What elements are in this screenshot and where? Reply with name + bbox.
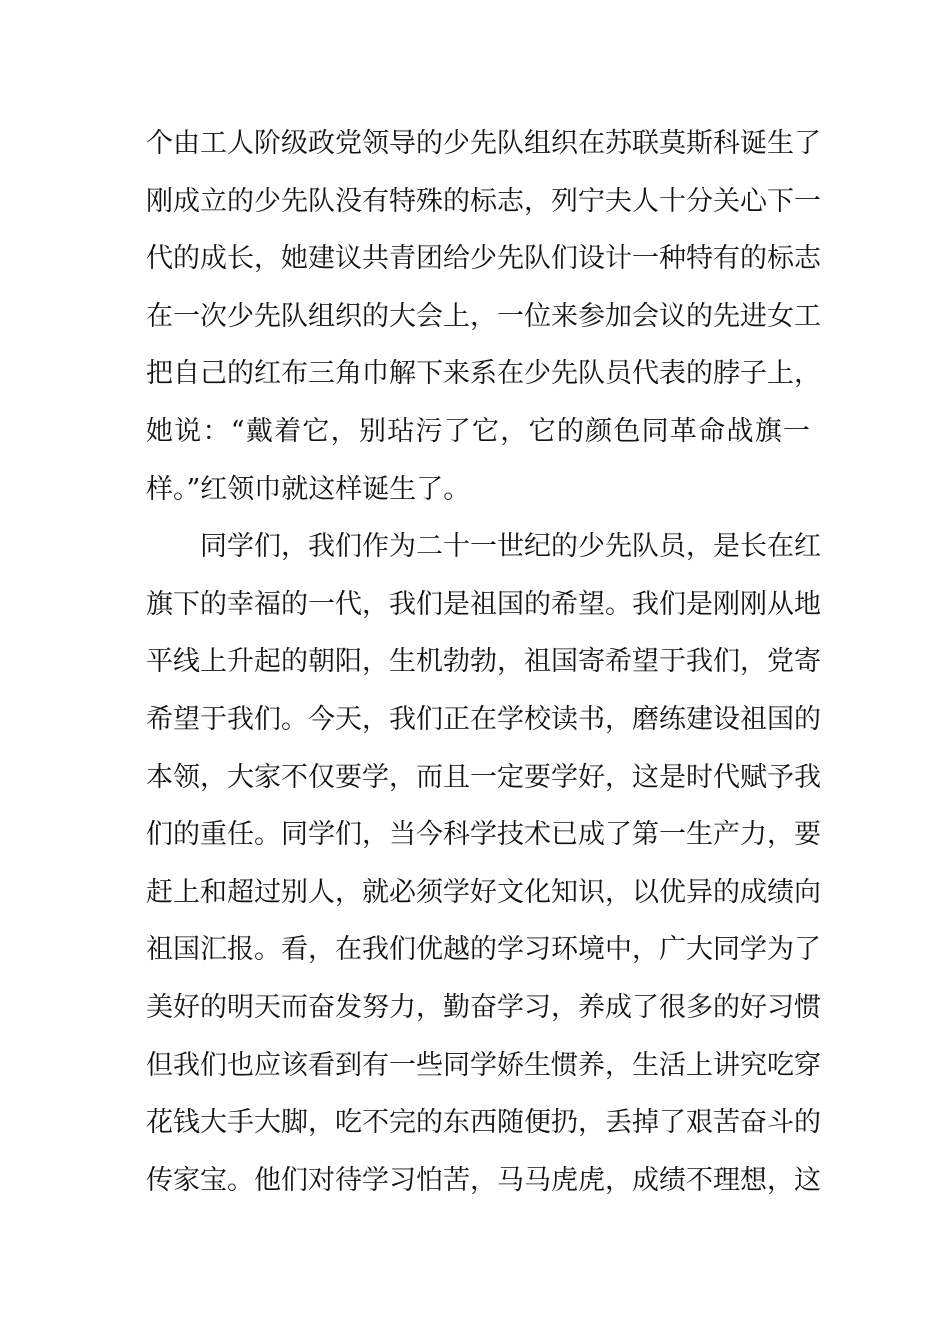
text-line: 代的成长，她建议共青团给少先队们设计一种特有的标志	[146, 243, 821, 275]
text-line: 个由工人阶级政党领导的少先队组织在苏联莫斯科诞生了	[146, 128, 821, 159]
text-line: 在一次少先队组织的大会上，一位来参加会议的先进女工	[146, 300, 821, 332]
text-line: 希望于我们。今天，我们正在学校读书，磨练建设祖国的	[146, 703, 821, 735]
text-line: 样。”红领巾就这样诞生了。	[146, 473, 471, 505]
text-line: 平线上升起的朝阳，生机勃勃，祖国寄希望于我们，党寄	[146, 646, 821, 678]
text-line: 们的重任。同学们，当今科学技术已成了第一生产力，要	[146, 819, 821, 851]
text-line: 她说：“戴着它，别玷污了它，它的颜色同革命战旗一	[146, 415, 810, 447]
text-line: 美好的明天而奋发努力，勤奋学习，养成了很多的好习惯	[146, 991, 821, 1023]
text-line: 传家宝。他们对待学习怕苦，马马虎虎，成绩不理想，这	[146, 1164, 821, 1196]
text-line: 本领，大家不仅要学，而且一定要学好，这是时代赋予我	[146, 761, 821, 793]
paragraph-red-scarf-origin	[146, 115, 821, 518]
paragraph-students-message	[146, 518, 821, 1209]
text-line: 赶上和超过别人，就必须学好文化知识，以优异的成绩向	[146, 876, 821, 908]
text-line: 但我们也应该看到有一些同学娇生惯养，生活上讲究吃穿	[146, 1049, 821, 1081]
text-line: 把自己的红布三角巾解下来系在少先队员代表的脖子上，	[146, 358, 821, 390]
text-line: 刚成立的少先队没有特殊的标志，列宁夫人十分关心下一	[146, 185, 821, 217]
text-line: 祖国汇报。看，在我们优越的学习环境中，广大同学为了	[146, 934, 821, 966]
text-line: 旗下的幸福的一代，我们是祖国的希望。我们是刚刚从地	[146, 588, 821, 620]
text-line: 同学们，我们作为二十一世纪的少先队员，是长在红	[200, 531, 821, 563]
body-text	[146, 115, 821, 1209]
text-line: 花钱大手大脚，吃不完的东西随便扔，丢掉了艰苦奋斗的	[146, 1107, 821, 1139]
